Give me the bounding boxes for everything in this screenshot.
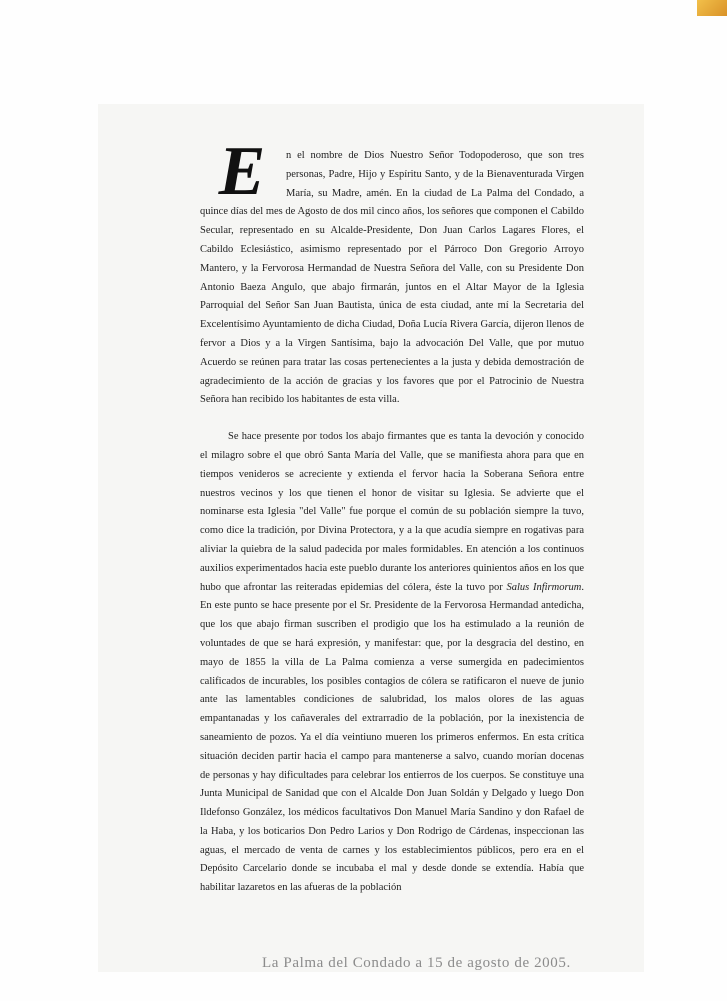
latin-phrase: Salus Infirmorum <box>506 581 582 593</box>
footer-place-date: La Palma del Condado a 15 de agosto de 2005. <box>262 955 571 971</box>
paragraph-opening-text: n el nombre de Dios Nuestro Señor Todopoderoso, que son tres personas, Padre, Hijo y Espíritu Santo, y de la Bienaventurada Virgen María, su Madre, amén. En la ciudad de La Palma del Condado, a quince días del mes de Agosto de dos mil cinco años, los señores que componen el Cabildo Secular, representado en su Alcalde-Presidente, Don Juan Carlos Lagares Flores, el Cabildo Eclesiástico, asimismo representado por el Párroco Don Gregorio Arroyo Mantero, y la Fervorosa Hermandad de Nuestra Señora del Valle, con su Presidente Don Antonio Baeza Angulo, que abajo firmarán, juntos en el Altar Mayor de la Iglesia Parroquial del Señor San Juan Bautista, única de esta ciudad, ante mí la Secretaria del Excelentísimo Ayuntamiento de dicha Ciudad, Doña Lucía Rivera García, dijeron llenos de fervor a Dios y a la Virgen Santísima, bajo la advocación Del Valle, que por mutuo Acuerdo se reúnen para tratar las cosas pertenecientes a la justa y debida demostración de agradecimiento de la acción de gracias y los favores que por el Patrocinio de Nuestra Señora han recibido los habitantes de esta villa. <box>200 150 584 406</box>
document-body <box>200 133 584 898</box>
corner-accent <box>697 0 727 16</box>
paragraph-second-text-a: Se hace presente por todos los abajo firmantes que es tanta la devoción y conocido el milagro sobre el que obró Santa María del Valle, que se manifiesta ahora para que en tiempos venideros se acreciente y extienda el fervor hacia la Soberana Señora entre nuestros vecinos y los que tienen el honor de visitar su Iglesia. Se advierte que el nominarse esta Iglesia "del Valle" fue porque el común de su población siempre la tuvo, como dice la tradición, por Divina Protectora, y a la que acudía siempre en rogativas para aliviar la quiebra de la salud padecida por males formidables. En atención a los continuos auxilios experimentados hacia este pueblo durante los anteriores quinientos años en los que hubo que afrontar las reiteradas epidemias del cólera, éste la tuvo por <box>200 431 584 593</box>
paragraph-second <box>200 428 584 898</box>
paragraph-second-text-b: . En este punto se hace presente por el Sr. Presidente de la Fervorosa Hermandad antedicha, que los que abajo firman suscriben el prodigio que los ha estimulado a la reunión de voluntades de que se hará expresión, y manifestar: que, por la desgracia del destino, en mayo de 1855 la villa de La Palma comienza a verse sumergida en padecimientos calificados de incurables, los posibles contagios de cólera se ratificaron el nueve de junio ante las lamentables condiciones de salubridad, los malos olores de las aguas empantanadas y los cañaverales del extrarradio de la población, por la inexistencia de saneamiento de pozos. Ya el día veintiuno mueren los primeros enfermos. En esta crítica situación deciden partir hacia el campo para mantenerse a salvo, cuando morían docenas de personas y hay dificultades para celebrar los entierros de los cuerpos. Se constituye una Junta Municipal de Sanidad que con el Alcalde Don Juan Soldán y Delgado y luego Don Ildefonso González, los médicos facultativos Don Manuel María Sandino y don Rafael de la Haba, y los boticarios Don Pedro Larios y Don Rodrigo de Cárdenas, inspeccionan las aguas, el mercado de venta de carnes y los establecimientos públicos, pero era en el Depósito Carcelario donde se incubaba el mal y desde donde se extendía. Había que habilitar lazaretos en las afueras de la población <box>200 581 584 894</box>
drop-cap-initial: E <box>218 133 266 210</box>
paragraph-opening <box>200 133 584 410</box>
